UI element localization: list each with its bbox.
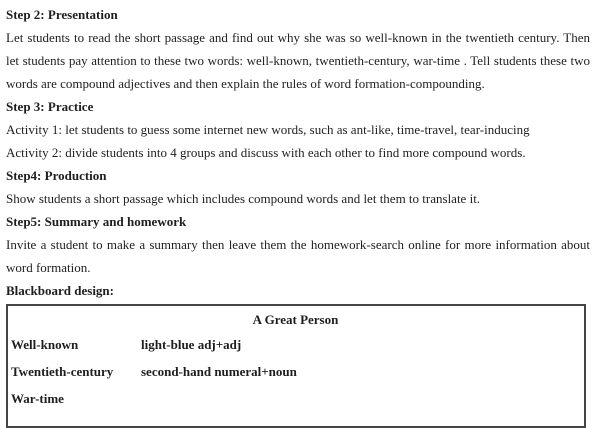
blackboard-row: [11, 358, 580, 385]
blackboard-note: light-blue adj+adj: [141, 337, 242, 352]
blackboard-title: A Great Person: [252, 312, 339, 327]
heading-step5-summary-homework: Step5: Summary and homework: [6, 214, 187, 229]
blackboard-note: second-hand numeral+noun: [141, 364, 297, 379]
heading-step2-presentation: Step 2: Presentation: [6, 7, 118, 22]
paragraph-presentation: Let students to read the short passage and find out why she was so well-known in the twentieth century. Then let students pay attention to these two words: well-known, twentieth-century, war-time . Tell students these two words are compound adjectives and then explain the rules of word formation-compounding.: [6, 30, 590, 91]
blackboard-term: Twentieth-century: [11, 364, 114, 379]
paragraph-activity-2: Activity 2: divide students into 4 groups and discuss with each other to find more compound words.: [6, 145, 526, 160]
heading-blackboard-design: Blackboard design:: [6, 283, 114, 298]
blackboard-row: [11, 385, 580, 412]
paragraph-activity-1: Activity 1: let students to guess some internet new words, such as ant-like, time-travel, tear-inducing: [6, 122, 530, 137]
blackboard-term: War-time: [11, 391, 64, 406]
blackboard-term: Well-known: [11, 337, 79, 352]
blackboard-note: [141, 385, 580, 412]
heading-step4-production: Step4: Production: [6, 168, 107, 183]
paragraph-summary-homework: Invite a student to make a summary then leave them the homework-search online for more information about word formation.: [6, 237, 590, 275]
blackboard-design-box: [6, 304, 586, 428]
paragraph-production: Show students a short passage which includes compound words and let them to translate it.: [6, 191, 481, 206]
heading-step3-practice: Step 3: Practice: [6, 99, 94, 114]
blackboard-row: [11, 331, 580, 358]
